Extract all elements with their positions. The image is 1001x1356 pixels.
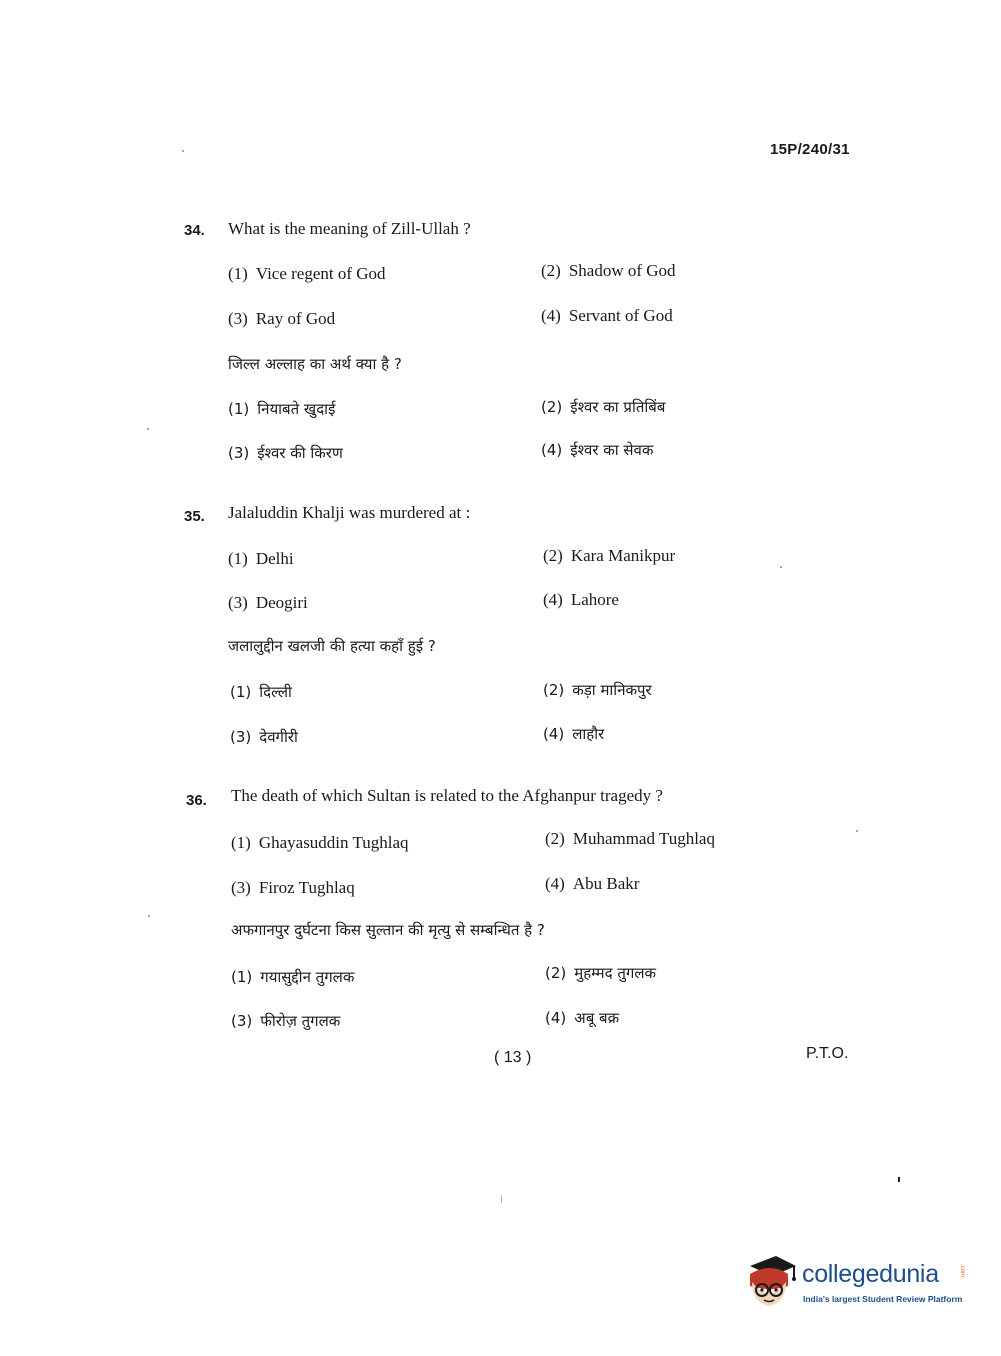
option-number: (4)	[545, 874, 565, 893]
option-text: अबू बक्र	[574, 1009, 620, 1027]
option-text: Kara Manikpur	[570, 546, 676, 565]
option-number: (2)	[543, 546, 563, 565]
option-text: गयासुद्दीन तुगलक	[260, 968, 355, 986]
option-number: (3)	[231, 878, 251, 897]
option-number: (3)	[231, 1012, 253, 1030]
option-en-2	[545, 829, 715, 849]
option-en-1	[228, 549, 294, 569]
option-number: (3)	[228, 309, 248, 328]
option-text: Deogiri	[255, 593, 308, 612]
option-hi-2	[541, 397, 665, 417]
option-hi-3	[228, 443, 343, 463]
mascot-icon	[742, 1252, 798, 1308]
option-number: (1)	[231, 833, 251, 852]
brand-tagline: India's largest Student Review Platform	[803, 1294, 963, 1304]
option-text: देवगीरी	[259, 728, 298, 746]
pto-label: P.T.O.	[806, 1045, 849, 1062]
question-number: 34.	[184, 222, 205, 239]
option-text: कड़ा मानिकपुर	[572, 681, 652, 699]
option-number: (2)	[545, 964, 567, 982]
option-hi-1	[228, 399, 335, 419]
question-number: 36.	[186, 792, 207, 809]
option-text: Ghayasuddin Tughlaq	[258, 833, 409, 852]
option-number: (4)	[541, 441, 563, 459]
question-number: 35.	[184, 508, 205, 525]
option-text: दिल्ली	[259, 683, 292, 701]
option-text: ईश्वर की किरण	[257, 444, 343, 462]
option-text: Lahore	[570, 590, 619, 609]
scan-speck	[148, 915, 150, 917]
option-number: (3)	[228, 593, 248, 612]
collegedunia-logo	[742, 1250, 972, 1310]
question-text-en: Jalaluddin Khalji was murdered at :	[228, 503, 471, 522]
option-text: Shadow of God	[568, 261, 676, 280]
option-number: (1)	[228, 400, 250, 418]
option-hi-2	[545, 963, 656, 983]
scan-speck	[856, 830, 858, 832]
scan-speck	[182, 150, 184, 152]
option-number: (1)	[228, 264, 248, 283]
option-number: (4)	[543, 725, 565, 743]
option-text: लाहौर	[572, 725, 605, 743]
scan-speck	[898, 1177, 900, 1182]
option-en-3	[228, 593, 308, 613]
option-text: Abu Bakr	[572, 874, 640, 893]
option-text: Firoz Tughlaq	[258, 878, 355, 897]
option-number: (2)	[541, 398, 563, 416]
option-hi-2	[543, 680, 652, 700]
option-en-3	[231, 878, 355, 898]
option-text: Vice regent of God	[255, 264, 386, 283]
option-hi-4	[541, 440, 653, 460]
option-number: (3)	[230, 728, 252, 746]
page-number: ( 13 )	[494, 1049, 532, 1066]
option-number: (4)	[545, 1009, 567, 1027]
option-text: मुहम्मद तुगलक	[574, 964, 657, 982]
question-text-en: The death of which Sultan is related to the Afghanpur tragedy ?	[231, 786, 663, 805]
option-text: फीरोज़ तुगलक	[260, 1012, 341, 1030]
option-number: (2)	[543, 681, 565, 699]
option-hi-1	[231, 967, 354, 987]
question-text-hi: अफगानपुर दुर्घटना किस सुल्तान की मृत्यु से सम्बन्धित है ?	[231, 921, 545, 939]
option-text: Muhammad Tughlaq	[572, 829, 715, 848]
option-text: ईश्वर का सेवक	[570, 441, 654, 459]
option-number: (4)	[541, 306, 561, 325]
option-hi-4	[545, 1008, 619, 1028]
option-en-1	[231, 833, 409, 853]
option-text: ईश्वर का प्रतिबिंब	[570, 398, 666, 416]
question-text-hi: जिल्ल अल्लाह का अर्थ क्या है ?	[228, 355, 402, 373]
option-number: (3)	[228, 444, 250, 462]
option-text: Ray of God	[255, 309, 336, 328]
question-text-hi: जलालुद्दीन खलजी की हत्या कहाँ हुई ?	[228, 637, 436, 655]
option-en-1	[228, 264, 386, 284]
option-hi-3	[230, 727, 298, 747]
scan-speck	[501, 1195, 502, 1203]
option-hi-4	[543, 724, 604, 744]
brand-name: collegedunia	[802, 1260, 939, 1288]
option-number: (1)	[230, 683, 252, 701]
option-en-2	[541, 261, 676, 281]
option-text: Delhi	[255, 549, 294, 568]
paper-code: 15P/240/31	[770, 141, 850, 158]
option-number: (1)	[231, 968, 253, 986]
option-number: (2)	[545, 829, 565, 848]
brand-domain: .com	[959, 1264, 965, 1278]
scan-speck	[780, 566, 782, 568]
question-text-en: What is the meaning of Zill-Ullah ?	[228, 219, 471, 238]
option-hi-3	[231, 1011, 340, 1031]
scan-speck	[147, 428, 149, 430]
option-en-4	[543, 590, 619, 610]
option-text: Servant of God	[568, 306, 673, 325]
option-en-2	[543, 546, 675, 566]
option-text: नियाबते खुदाई	[257, 400, 336, 418]
option-number: (4)	[543, 590, 563, 609]
option-hi-1	[230, 682, 292, 702]
option-en-4	[545, 874, 639, 894]
option-en-3	[228, 309, 335, 329]
option-en-4	[541, 306, 673, 326]
option-number: (2)	[541, 261, 561, 280]
option-number: (1)	[228, 549, 248, 568]
